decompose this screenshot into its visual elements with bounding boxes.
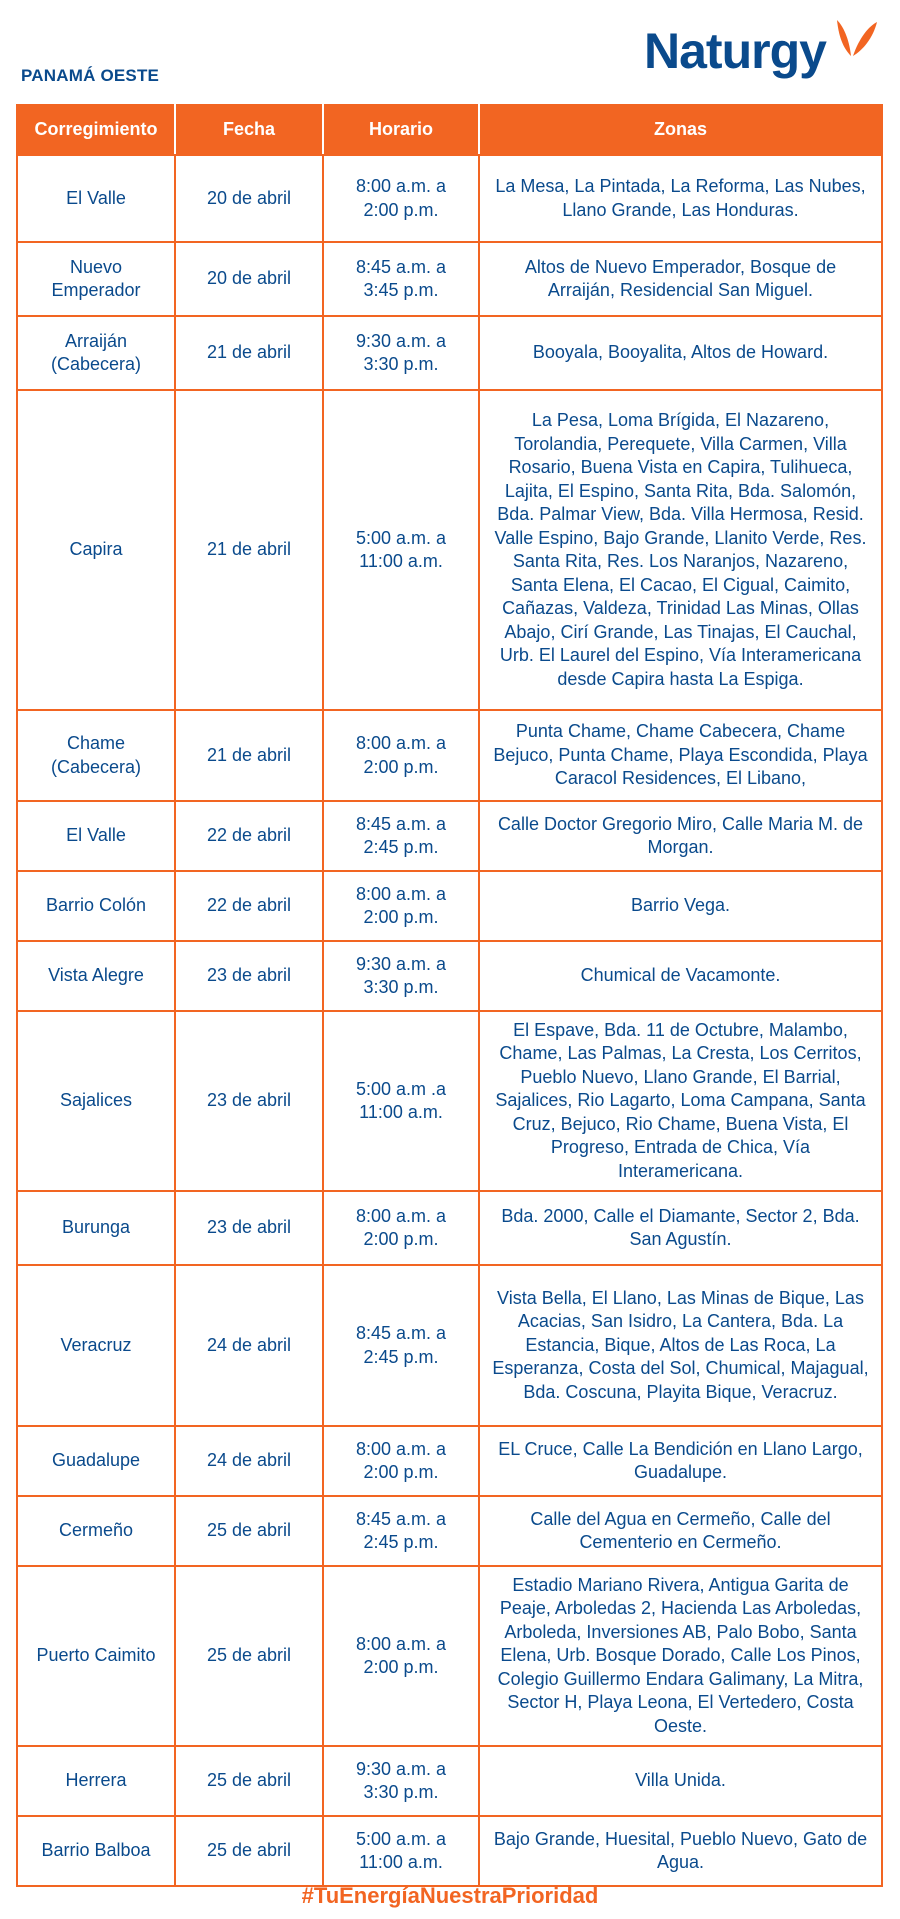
region-title: PANAMÁ OESTE xyxy=(21,66,160,85)
cell-corregimiento: Sajalices xyxy=(17,1011,175,1191)
column-header-zonas: Zonas xyxy=(479,105,882,155)
cell-horario: 8:00 a.m. a 2:00 p.m. xyxy=(323,155,479,242)
cell-horario: 5:00 a.m. a 11:00 a.m. xyxy=(323,1816,479,1886)
cell-zonas: Calle del Agua en Cermeño, Calle del Cementerio en Cermeño. xyxy=(479,1496,882,1566)
cell-corregimiento: Barrio Balboa xyxy=(17,1816,175,1886)
cell-fecha: 20 de abril xyxy=(175,155,323,242)
cell-fecha: 24 de abril xyxy=(175,1265,323,1426)
cell-zonas: Estadio Mariano Rivera, Antigua Garita de Peaje, Arboledas 2, Hacienda Las Arboledas, Arboleda, Inversiones AB, Palo Bobo, Santa Elena, Urb. Bosque Dorado, Calle Los Pinos, Colegio Guillermo Endara Galimany, La Mitra, Sector H, Playa Leona, El Vertedero, Costa Oeste. xyxy=(479,1566,882,1746)
cell-fecha: 20 de abril xyxy=(175,242,323,316)
cell-fecha: 23 de abril xyxy=(175,941,323,1011)
cell-horario: 8:00 a.m. a 2:00 p.m. xyxy=(323,1191,479,1265)
cell-corregimiento: Herrera xyxy=(17,1746,175,1816)
hashtag: #TuEnergíaNuestraPrioridad xyxy=(301,1883,599,1908)
cell-corregimiento: Cermeño xyxy=(17,1496,175,1566)
cell-horario: 8:45 a.m. a 2:45 p.m. xyxy=(323,1265,479,1426)
cell-fecha: 25 de abril xyxy=(175,1566,323,1746)
cell-corregimiento: Guadalupe xyxy=(17,1426,175,1496)
cell-zonas: Bda. 2000, Calle el Diamante, Sector 2, Bda. San Agustín. xyxy=(479,1191,882,1265)
cell-zonas: Chumical de Vacamonte. xyxy=(479,941,882,1011)
cell-fecha: 21 de abril xyxy=(175,710,323,801)
cell-zonas: La Pesa, Loma Brígida, El Nazareno, Torolandia, Perequete, Villa Carmen, Villa Rosario, Buena Vista en Capira, Tulihueca, Lajita, El Espino, Santa Rita, Bda. Salomón, Bda. Palmar View, Bda. Villa Hermosa, Resid. Valle Espino, Bajo Grande, Llanito Verde, Res. Santa Rita, Res. Los Naranjos, Nazareno, Santa Elena, El Cacao, El Cigual, Caimito, Cañazas, Valdeza, Trinidad Las Minas, Ollas Abajo, Cirí Grande, Las Tinajas, El Cauchal, Urb. El Laurel del Espino, Vía Interamericana desde Capira hasta La Espiga. xyxy=(479,390,882,710)
cell-fecha: 24 de abril xyxy=(175,1426,323,1496)
cell-fecha: 22 de abril xyxy=(175,871,323,941)
cell-horario: 9:30 a.m. a 3:30 p.m. xyxy=(323,316,479,390)
cell-fecha: 25 de abril xyxy=(175,1746,323,1816)
cell-zonas: Calle Doctor Gregorio Miro, Calle Maria M. de Morgan. xyxy=(479,801,882,871)
column-header-corregimiento: Corregimiento xyxy=(17,105,175,155)
table-row xyxy=(17,941,882,1011)
cell-fecha: 25 de abril xyxy=(175,1816,323,1886)
cell-zonas: Vista Bella, El Llano, Las Minas de Bique, Las Acacias, San Isidro, La Cantera, Bda. La Estancia, Bique, Altos de Las Roca, La Esperanza, Costa del Sol, Chumical, Majagual, Bda. Coscuna, Playita Bique, Veracruz. xyxy=(479,1265,882,1426)
cell-zonas: Altos de Nuevo Emperador, Bosque de Arraiján, Residencial San Miguel. xyxy=(479,242,882,316)
table-row xyxy=(17,1191,882,1265)
cell-corregimiento: Vista Alegre xyxy=(17,941,175,1011)
cell-horario: 8:00 a.m. a 2:00 p.m. xyxy=(323,710,479,801)
cell-horario: 5:00 a.m. a 11:00 a.m. xyxy=(323,390,479,710)
cell-corregimiento: El Valle xyxy=(17,801,175,871)
table-row xyxy=(17,155,882,242)
table-row xyxy=(17,1265,882,1426)
cell-corregimiento: Veracruz xyxy=(17,1265,175,1426)
cell-corregimiento: Barrio Colón xyxy=(17,871,175,941)
table-header-row xyxy=(17,105,882,155)
cell-corregimiento: Capira xyxy=(17,390,175,710)
cell-horario: 5:00 a.m .a 11:00 a.m. xyxy=(323,1011,479,1191)
cell-zonas: El Espave, Bda. 11 de Octubre, Malambo, Chame, Las Palmas, La Cresta, Los Cerritos, Pueblo Nuevo, Llano Grande, El Barrial, Sajalices, Rio Lagarto, Loma Campana, Santa Cruz, Bejuco, Rio Chame, Buena Vista, El Progreso, Entrada de Chica, Vía Interamericana. xyxy=(479,1011,882,1191)
table-row xyxy=(17,1566,882,1746)
table-row xyxy=(17,316,882,390)
cell-zonas: EL Cruce, Calle La Bendición en Llano Largo, Guadalupe. xyxy=(479,1426,882,1496)
cell-horario: 8:45 a.m. a 2:45 p.m. xyxy=(323,1496,479,1566)
cell-fecha: 23 de abril xyxy=(175,1011,323,1191)
table-row xyxy=(17,242,882,316)
cell-fecha: 22 de abril xyxy=(175,801,323,871)
table-row xyxy=(17,801,882,871)
cell-corregimiento: Burunga xyxy=(17,1191,175,1265)
butterfly-icon xyxy=(829,16,881,68)
cell-horario: 9:30 a.m. a 3:30 p.m. xyxy=(323,941,479,1011)
cell-zonas: Bajo Grande, Huesital, Pueblo Nuevo, Gato de Agua. xyxy=(479,1816,882,1886)
cell-horario: 9:30 a.m. a 3:30 p.m. xyxy=(323,1746,479,1816)
table-row xyxy=(17,871,882,941)
table-row xyxy=(17,1496,882,1566)
cell-horario: 8:00 a.m. a 2:00 p.m. xyxy=(323,871,479,941)
cell-zonas: Booyala, Booyalita, Altos de Howard. xyxy=(479,316,882,390)
cell-zonas: Punta Chame, Chame Cabecera, Chame Bejuco, Punta Chame, Playa Escondida, Playa Caracol Residences, El Libano, xyxy=(479,710,882,801)
cell-fecha: 23 de abril xyxy=(175,1191,323,1265)
cell-horario: 8:45 a.m. a 3:45 p.m. xyxy=(323,242,479,316)
table-row xyxy=(17,710,882,801)
logo-wordmark: Naturgy xyxy=(644,23,826,79)
column-header-fecha: Fecha xyxy=(175,105,323,155)
cell-corregimiento: Puerto Caimito xyxy=(17,1566,175,1746)
cell-horario: 8:00 a.m. a 2:00 p.m. xyxy=(323,1566,479,1746)
table-row xyxy=(17,1746,882,1816)
naturgy-logo xyxy=(644,16,884,86)
table-row xyxy=(17,390,882,710)
cell-fecha: 21 de abril xyxy=(175,316,323,390)
schedule-table xyxy=(16,104,883,1887)
cell-zonas: La Mesa, La Pintada, La Reforma, Las Nubes, Llano Grande, Las Honduras. xyxy=(479,155,882,242)
cell-corregimiento: Arraiján (Cabecera) xyxy=(17,316,175,390)
table-body xyxy=(17,155,882,1886)
table-row xyxy=(17,1011,882,1191)
cell-horario: 8:00 a.m. a 2:00 p.m. xyxy=(323,1426,479,1496)
column-header-horario: Horario xyxy=(323,105,479,155)
table-row xyxy=(17,1426,882,1496)
cell-horario: 8:45 a.m. a 2:45 p.m. xyxy=(323,801,479,871)
cell-fecha: 21 de abril xyxy=(175,390,323,710)
table-row xyxy=(17,1816,882,1886)
cell-corregimiento: El Valle xyxy=(17,155,175,242)
cell-zonas: Barrio Vega. xyxy=(479,871,882,941)
cell-zonas: Villa Unida. xyxy=(479,1746,882,1816)
cell-corregimiento: Nuevo Emperador xyxy=(17,242,175,316)
cell-fecha: 25 de abril xyxy=(175,1496,323,1566)
cell-corregimiento: Chame (Cabecera) xyxy=(17,710,175,801)
